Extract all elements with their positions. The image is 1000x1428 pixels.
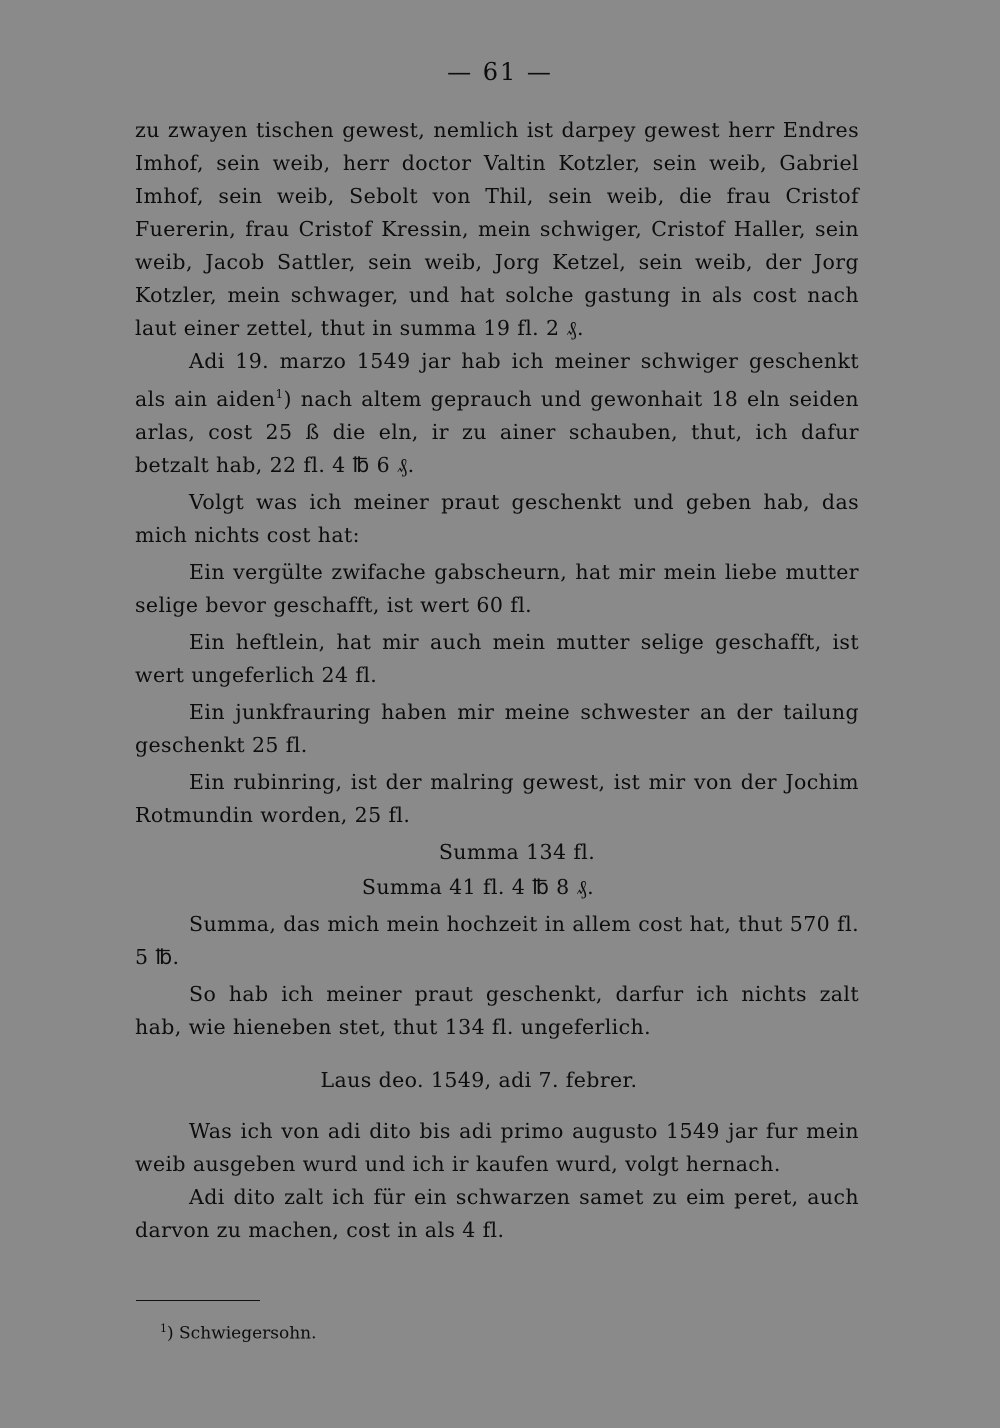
paragraph-praut-geschenkt: Volgt was ich meiner praut geschenkt und geben hab, das mich nichts cost hat:	[135, 489, 859, 547]
summa-total-1: Summa 134 fl.	[438, 839, 596, 864]
paragraph-schwiger-text: Adi 19. marzo 1549 jar hab ich meiner schwiger geschenkt als ain aiden	[135, 349, 859, 411]
paragraph-hochzeit-summa: Summa, das mich mein hochzeit in allem cost hat, thut 570 fl. 5 ℔.	[135, 911, 859, 969]
summa-total-2: Summa 41 fl. 4 ℔ 8 ₰.	[361, 874, 595, 899]
paragraph-rubinring: Ein rubinring, ist der malring gewest, ist mir von der Jochim Rotmundin worden, 25 fl.	[135, 769, 859, 827]
footnote-reference: 1	[275, 387, 284, 401]
main-text	[135, 114, 859, 1247]
paragraph-schwiger-text-cont: ) nach altem geprauch und gewonhait 18 eln seiden arlas, cost 25 ß die eln, ir zu ainer schauben, thut, ich dafur betzalt hab, 22 fl. 4 ℔ 6 ₰.	[135, 386, 859, 477]
laus-deo-line: Laus deo. 1549, adi 7. febrer.	[320, 1067, 638, 1092]
paragraph-ausgeben: Was ich von adi dito bis adi primo augusto 1549 jar fur mein weib ausgeben wurd und ich ir kaufen wurd, volgt hernach.	[135, 1118, 859, 1176]
paragraph-gastung: zu zwayen tischen gewest, nemlich ist darpey gewest herr Endres Imhof, sein weib, herr doctor Valtin Kotzler, sein weib, Gabriel Imhof, sein weib, Sebolt von Thil, sein weib, die frau Cristof Fuererin, frau Cristof Kressin, mein schwiger, Cristof Haller, sein weib, Jacob Sattler, sein weib, Jorg Ketzel, sein weib, der Jorg Kotzler, mein schwager, und hat solche gastung in als cost nach laut einer zettel, thut in summa 19 fl. 2 ₰.	[135, 118, 859, 340]
paragraph-junkfrauring: Ein junkfrauring haben mir meine schwester an der tailung geschenkt 25 fl.	[135, 699, 859, 757]
paragraph-praut-summa: So hab ich meiner praut geschenkt, darfur ich nichts zalt hab, wie hieneben stet, thut 134 fl. ungeferlich.	[135, 981, 859, 1039]
paragraph-schwiger-geschenk	[135, 345, 859, 482]
footnote	[160, 1322, 317, 1344]
footnote-text: ) Schwiegersohn.	[167, 1323, 317, 1344]
page-number: — 61 —	[447, 58, 553, 86]
footnote-mark: 1	[160, 1322, 167, 1335]
footnote-divider	[136, 1300, 260, 1301]
paragraph-heftlein: Ein heftlein, hat mir auch mein mutter selige geschafft, ist wert ungeferlich 24 fl.	[135, 629, 859, 687]
paragraph-gabscheurn: Ein vergülte zwifache gabscheurn, hat mir mein liebe mutter selige bevor geschafft, ist wert 60 fl.	[135, 559, 859, 617]
paragraph-samet: Adi dito zalt ich für ein schwarzen samet zu eim peret, auch darvon zu machen, cost in als 4 fl.	[135, 1184, 859, 1242]
